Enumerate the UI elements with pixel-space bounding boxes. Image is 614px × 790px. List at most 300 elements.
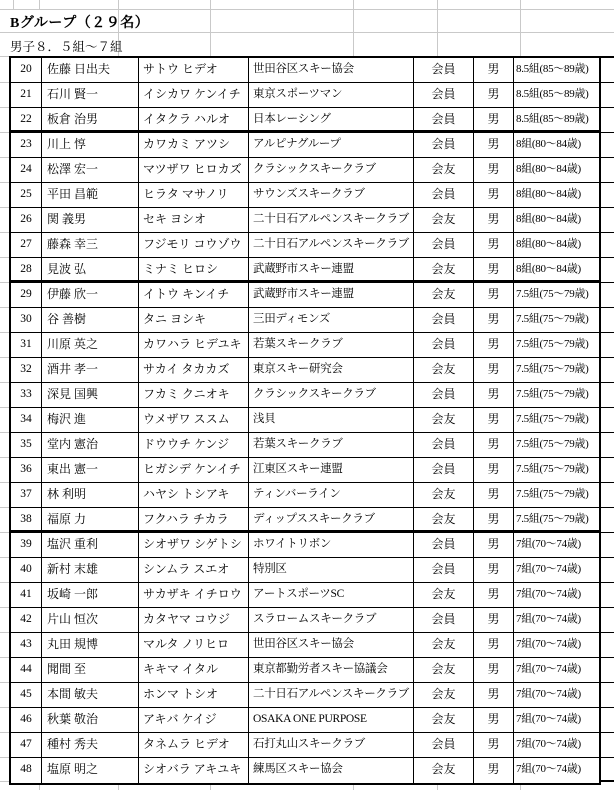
gridline	[0, 382, 9, 383]
cell-club: 二十日石アルペンスキークラブ	[249, 208, 414, 232]
cell-gender: 男	[474, 283, 514, 307]
row-border-extension	[601, 257, 614, 258]
cell-name-kana: ハヤシ トシアキ	[139, 483, 249, 507]
cell-name-kanji: 石川 賢一	[42, 83, 139, 107]
cell-age-group: 7.5組(75〜79歳)	[516, 363, 589, 375]
cell-entry-number: 22	[11, 108, 42, 130]
cell-entry-number: 34	[11, 408, 42, 432]
table-row	[11, 233, 599, 258]
cell-entry-number: 30	[11, 308, 42, 332]
cell-entry-number: 33	[11, 383, 42, 407]
table-row	[11, 508, 599, 533]
gridline	[0, 307, 9, 308]
cell-age-group: 7.5組(75〜79歳)	[516, 488, 589, 500]
gridline	[0, 107, 9, 108]
cell-name-kanji: 松澤 宏一	[42, 158, 139, 182]
cell-gender: 男	[474, 483, 514, 507]
cell-club: 東京スポーツマン	[249, 83, 414, 107]
table-row	[11, 708, 599, 733]
cell-age-group: 7組(70〜74歳)	[516, 663, 581, 675]
gridline	[520, 0, 521, 56]
row-border-extension	[601, 82, 614, 83]
cell-membership: 会員	[414, 608, 474, 632]
cell-gender: 男	[474, 208, 514, 232]
row-border-extension	[601, 732, 614, 733]
row-border-extension	[601, 56, 614, 58]
cell-entry-number: 20	[11, 58, 42, 82]
gridline	[0, 207, 9, 208]
cell-age-group: 7組(70〜74歳)	[516, 713, 581, 725]
cell-entry-number: 25	[11, 183, 42, 207]
gridline	[210, 0, 211, 56]
cell-name-kanji: 塩原 明之	[42, 758, 139, 783]
gridline	[0, 357, 9, 358]
cell-name-kana: タニ ヨシキ	[139, 308, 249, 332]
cell-entry-number: 44	[11, 658, 42, 682]
cell-entry-number: 36	[11, 458, 42, 482]
cell-membership: 会友	[414, 483, 474, 507]
cell-membership: 会友	[414, 683, 474, 707]
cell-gender: 男	[474, 533, 514, 557]
cell-club: 世田谷区スキー協会	[249, 58, 414, 82]
table-row	[11, 308, 599, 333]
cell-age-group: 8組(80〜84歳)	[516, 188, 581, 200]
gridline	[0, 582, 9, 583]
cell-gender: 男	[474, 133, 514, 157]
gridline	[0, 732, 9, 733]
cell-gender: 男	[474, 433, 514, 457]
cell-age-group: 7組(70〜74歳)	[516, 763, 581, 775]
cell-gender: 男	[474, 158, 514, 182]
cell-gender: 男	[474, 608, 514, 632]
table-row	[11, 408, 599, 433]
cell-membership: 会友	[414, 583, 474, 607]
cell-membership: 会友	[414, 358, 474, 382]
cell-entry-number: 45	[11, 683, 42, 707]
table-row	[11, 108, 599, 133]
cell-entry-number: 32	[11, 358, 42, 382]
cell-age-group: 8.5組(85〜89歳)	[516, 88, 589, 100]
cell-age-group: 7組(70〜74歳)	[516, 688, 581, 700]
cell-name-kanji: 秋葉 敬治	[42, 708, 139, 732]
cell-club: ディップススキークラブ	[249, 508, 414, 530]
cell-gender: 男	[474, 383, 514, 407]
cell-name-kana: イトウ キンイチ	[139, 283, 249, 307]
gridline	[0, 482, 9, 483]
cell-gender: 男	[474, 583, 514, 607]
cell-entry-number: 21	[11, 83, 42, 107]
cell-name-kana: フジモリ コウゾウ	[139, 233, 249, 257]
cell-name-kanji: 福原 力	[42, 508, 139, 530]
cell-age-group: 7.5組(75〜79歳)	[516, 413, 589, 425]
cell-club: 東京スキー研究会	[249, 358, 414, 382]
table-row	[11, 183, 599, 208]
cell-age-group: 8組(80〜84歳)	[516, 263, 581, 275]
gridline	[13, 0, 14, 9]
cell-membership: 会員	[414, 58, 474, 82]
row-border-extension	[601, 307, 614, 308]
cell-entry-number: 42	[11, 608, 42, 632]
cell-membership: 会友	[414, 258, 474, 280]
cell-age-group: 8.5組(85〜89歳)	[516, 63, 589, 75]
category-subtitle: 男子８．５組〜７組	[10, 40, 123, 54]
gridline	[39, 0, 40, 9]
cell-name-kana: マルタ ノリヒロ	[139, 633, 249, 657]
cell-entry-number: 37	[11, 483, 42, 507]
cell-age-group: 7.5組(75〜79歳)	[516, 313, 589, 325]
row-border-extension	[601, 332, 614, 333]
cell-name-kanji: 平田 昌範	[42, 183, 139, 207]
gridline	[0, 632, 9, 633]
table-row	[11, 258, 599, 283]
cell-membership: 会友	[414, 708, 474, 732]
cell-gender: 男	[474, 183, 514, 207]
cell-name-kanji: 林 利明	[42, 483, 139, 507]
table-row	[11, 633, 599, 658]
cell-name-kana: シオザワ シゲトシ	[139, 533, 249, 557]
cell-name-kanji: 新村 末雄	[42, 558, 139, 582]
row-border-extension	[601, 407, 614, 408]
cell-club: 若葉スキークラブ	[249, 333, 414, 357]
table-row	[11, 283, 599, 308]
cell-name-kanji: 谷 善樹	[42, 308, 139, 332]
cell-membership: 会友	[414, 758, 474, 783]
member-roster-table	[9, 56, 601, 785]
cell-club: 練馬区スキー協会	[249, 758, 414, 783]
table-row	[11, 133, 599, 158]
row-border-extension	[601, 707, 614, 708]
cell-entry-number: 38	[11, 508, 42, 530]
cell-gender: 男	[474, 758, 514, 783]
cell-name-kanji: 酒井 孝一	[42, 358, 139, 382]
cell-club: クラシックスキークラブ	[249, 158, 414, 182]
cell-name-kanji: 伊藤 欣一	[42, 283, 139, 307]
cell-name-kana: イタクラ ハルオ	[139, 108, 249, 130]
cell-name-kana: イシカワ ケンイチ	[139, 83, 249, 107]
cell-name-kanji: 東出 憲一	[42, 458, 139, 482]
cell-name-kanji: 深見 国興	[42, 383, 139, 407]
gridline	[0, 32, 614, 33]
cell-membership: 会友	[414, 633, 474, 657]
cell-gender: 男	[474, 333, 514, 357]
cell-club: 三田ディモンズ	[249, 308, 414, 332]
row-border-extension	[601, 157, 614, 158]
gridline	[353, 0, 354, 56]
cell-gender: 男	[474, 733, 514, 757]
gridline	[0, 82, 9, 83]
gridline	[0, 532, 9, 533]
cell-entry-number: 43	[11, 633, 42, 657]
cell-age-group: 8組(80〜84歳)	[516, 138, 581, 150]
table-row	[11, 683, 599, 708]
cell-entry-number: 46	[11, 708, 42, 732]
row-border-extension	[601, 182, 614, 183]
cell-membership: 会員	[414, 433, 474, 457]
row-border-extension	[601, 132, 614, 133]
table-row	[11, 58, 599, 83]
cell-membership: 会員	[414, 133, 474, 157]
group-title: Bグループ（２９名）	[10, 16, 150, 31]
row-border-extension	[601, 557, 614, 558]
cell-name-kanji: 塩沢 重利	[42, 533, 139, 557]
row-border-extension	[601, 507, 614, 508]
cell-name-kana: マツザワ ヒロカズ	[139, 158, 249, 182]
cell-membership: 会員	[414, 308, 474, 332]
cell-gender: 男	[474, 458, 514, 482]
table-row	[11, 208, 599, 233]
row-border-extension	[601, 657, 614, 658]
cell-club: 二十日石アルペンスキークラブ	[249, 683, 414, 707]
gridline	[0, 607, 9, 608]
cell-age-group: 7.5組(75〜79歳)	[516, 513, 589, 525]
cell-age-group: 7組(70〜74歳)	[516, 538, 581, 550]
cell-gender: 男	[474, 233, 514, 257]
cell-entry-number: 26	[11, 208, 42, 232]
gridline	[0, 232, 9, 233]
cell-membership: 会員	[414, 233, 474, 257]
row-border-extension	[601, 457, 614, 458]
row-border-extension	[601, 607, 614, 608]
cell-name-kana: サカイ タカカズ	[139, 358, 249, 382]
cell-club: 東京都勤労者スキー協議会	[249, 658, 414, 682]
cell-name-kanji: 藤森 幸三	[42, 233, 139, 257]
gridline	[0, 332, 9, 333]
cell-name-kana: ヒラタ マサノリ	[139, 183, 249, 207]
row-border-extension	[601, 357, 614, 358]
cell-club: 若葉スキークラブ	[249, 433, 414, 457]
cell-name-kanji: 川原 英之	[42, 333, 139, 357]
table-row	[11, 533, 599, 558]
table-row	[11, 433, 599, 458]
gridline	[0, 9, 614, 10]
cell-name-kanji: 梅沢 進	[42, 408, 139, 432]
cell-membership: 会員	[414, 183, 474, 207]
cell-name-kanji: 川上 惇	[42, 133, 139, 157]
cell-age-group: 8組(80〜84歳)	[516, 213, 581, 225]
cell-membership: 会友	[414, 508, 474, 530]
cell-name-kana: サトウ ヒデオ	[139, 58, 249, 82]
table-row	[11, 333, 599, 358]
gridline	[437, 0, 438, 56]
cell-name-kana: カワハラ ヒデユキ	[139, 333, 249, 357]
table-row	[11, 158, 599, 183]
cell-entry-number: 31	[11, 333, 42, 357]
cell-membership: 会員	[414, 333, 474, 357]
cell-membership: 会員	[414, 83, 474, 107]
table-row	[11, 358, 599, 383]
cell-age-group: 8.5組(85〜89歳)	[516, 113, 589, 125]
cell-membership: 会員	[414, 533, 474, 557]
cell-entry-number: 28	[11, 258, 42, 280]
cell-gender: 男	[474, 658, 514, 682]
cell-name-kana: タネムラ ヒデオ	[139, 733, 249, 757]
cell-club: 武蔵野市スキー連盟	[249, 283, 414, 307]
cell-entry-number: 24	[11, 158, 42, 182]
cell-entry-number: 41	[11, 583, 42, 607]
table-row	[11, 483, 599, 508]
table-row	[11, 608, 599, 633]
table-row	[11, 558, 599, 583]
row-border-extension	[601, 282, 614, 283]
cell-name-kana: シオバラ アキユキ	[139, 758, 249, 783]
cell-gender: 男	[474, 358, 514, 382]
cell-gender: 男	[474, 258, 514, 280]
table-row	[11, 733, 599, 758]
gridline	[0, 157, 9, 158]
cell-entry-number: 35	[11, 433, 42, 457]
row-border-extension	[601, 432, 614, 433]
gridline	[0, 757, 9, 758]
cell-name-kana: カタヤマ コウジ	[139, 608, 249, 632]
table-row	[11, 758, 599, 783]
cell-club: アルピナグループ	[249, 133, 414, 157]
cell-membership: 会員	[414, 733, 474, 757]
row-border-extension	[601, 532, 614, 533]
row-border-extension	[601, 632, 614, 633]
cell-club: 二十日石アルペンスキークラブ	[249, 233, 414, 257]
cell-name-kana: ホンマ トシオ	[139, 683, 249, 707]
cell-entry-number: 39	[11, 533, 42, 557]
cell-name-kana: フカミ クニオキ	[139, 383, 249, 407]
cell-age-group: 8組(80〜84歳)	[516, 163, 581, 175]
gridline	[0, 132, 9, 133]
cell-club: スラロームスキークラブ	[249, 608, 414, 632]
gridline	[0, 682, 9, 683]
cell-name-kana: ウメザワ ススム	[139, 408, 249, 432]
cell-club: サウンズスキークラブ	[249, 183, 414, 207]
table-row	[11, 658, 599, 683]
cell-gender: 男	[474, 83, 514, 107]
gridline	[0, 407, 9, 408]
cell-membership: 会友	[414, 408, 474, 432]
cell-name-kana: ドウウチ ケンジ	[139, 433, 249, 457]
row-border-extension	[601, 780, 614, 782]
cell-age-group: 7.5組(75〜79歳)	[516, 438, 589, 450]
cell-club: OSAKA ONE PURPOSE	[249, 708, 414, 732]
gridline	[0, 182, 9, 183]
gridline	[0, 257, 9, 258]
cell-membership: 会員	[414, 458, 474, 482]
gridline	[0, 507, 9, 508]
cell-age-group: 7.5組(75〜79歳)	[516, 388, 589, 400]
cell-age-group: 7組(70〜74歳)	[516, 738, 581, 750]
cell-club: 石打丸山スキークラブ	[249, 733, 414, 757]
cell-entry-number: 27	[11, 233, 42, 257]
cell-gender: 男	[474, 508, 514, 530]
cell-club: 浅貝	[249, 408, 414, 432]
cell-membership: 会員	[414, 383, 474, 407]
cell-name-kana: シンムラ スエオ	[139, 558, 249, 582]
row-border-extension	[601, 207, 614, 208]
cell-gender: 男	[474, 633, 514, 657]
gridline	[0, 457, 9, 458]
cell-gender: 男	[474, 708, 514, 732]
cell-age-group: 7.5組(75〜79歳)	[516, 463, 589, 475]
cell-age-group: 7.5組(75〜79歳)	[516, 288, 589, 300]
cell-age-group: 7組(70〜74歳)	[516, 613, 581, 625]
gridline	[0, 432, 9, 433]
cell-club: 日本レーシング	[249, 108, 414, 130]
cell-name-kanji: 佐藤 日出夫	[42, 58, 139, 82]
row-border-extension	[601, 682, 614, 683]
cell-name-kanji: 坂崎 一郎	[42, 583, 139, 607]
cell-name-kana: アキバ ケイジ	[139, 708, 249, 732]
cell-gender: 男	[474, 58, 514, 82]
row-border-extension	[601, 757, 614, 758]
gridline	[0, 557, 9, 558]
cell-name-kanji: 板倉 治男	[42, 108, 139, 130]
gridline	[0, 707, 9, 708]
cell-membership: 会友	[414, 158, 474, 182]
cell-name-kanji: 種村 秀夫	[42, 733, 139, 757]
cell-club: ホワイトリボン	[249, 533, 414, 557]
cell-gender: 男	[474, 108, 514, 130]
cell-entry-number: 48	[11, 758, 42, 783]
gridline	[0, 56, 9, 57]
row-border-extension	[601, 482, 614, 483]
cell-gender: 男	[474, 408, 514, 432]
cell-entry-number: 29	[11, 283, 42, 307]
table-row	[11, 383, 599, 408]
cell-age-group: 8組(80〜84歳)	[516, 238, 581, 250]
cell-name-kana: ヒガシデ ケンイチ	[139, 458, 249, 482]
cell-gender: 男	[474, 308, 514, 332]
cell-club: 武蔵野市スキー連盟	[249, 258, 414, 280]
cell-name-kana: カワカミ アツシ	[139, 133, 249, 157]
cell-age-group: 7組(70〜74歳)	[516, 563, 581, 575]
cell-name-kana: セキ ヨシオ	[139, 208, 249, 232]
cell-membership: 会友	[414, 658, 474, 682]
cell-club: アートスポーツSC	[249, 583, 414, 607]
cell-name-kanji: 本間 敏夫	[42, 683, 139, 707]
cell-age-group: 7組(70〜74歳)	[516, 588, 581, 600]
cell-name-kanji: 関 義男	[42, 208, 139, 232]
cell-name-kanji: 見波 弘	[42, 258, 139, 280]
cell-name-kanji: 片山 恒次	[42, 608, 139, 632]
gridline	[0, 282, 9, 283]
cell-gender: 男	[474, 683, 514, 707]
cell-membership: 会友	[414, 208, 474, 232]
row-border-extension	[601, 582, 614, 583]
table-row	[11, 583, 599, 608]
table-row	[11, 458, 599, 483]
cell-gender: 男	[474, 558, 514, 582]
gridline	[0, 657, 9, 658]
row-border-extension	[601, 382, 614, 383]
cell-name-kanji: 丸田 規博	[42, 633, 139, 657]
cell-name-kanji: 堂内 憲治	[42, 433, 139, 457]
cell-age-group: 7組(70〜74歳)	[516, 638, 581, 650]
cell-name-kanji: 聞間 至	[42, 658, 139, 682]
cell-name-kana: サカザキ イチロウ	[139, 583, 249, 607]
cell-club: クラシックスキークラブ	[249, 383, 414, 407]
cell-membership: 会員	[414, 108, 474, 130]
cell-entry-number: 23	[11, 133, 42, 157]
cell-name-kana: ミナミ ヒロシ	[139, 258, 249, 280]
row-border-extension	[601, 107, 614, 108]
cell-membership: 会友	[414, 283, 474, 307]
cell-club: 江東区スキー連盟	[249, 458, 414, 482]
row-border-extension	[601, 232, 614, 233]
cell-name-kana: フクハラ チカラ	[139, 508, 249, 530]
gridline	[0, 781, 9, 782]
cell-club: ティンバーライン	[249, 483, 414, 507]
cell-name-kana: キキマ イタル	[139, 658, 249, 682]
cell-club: 特別区	[249, 558, 414, 582]
cell-age-group: 7.5組(75〜79歳)	[516, 338, 589, 350]
cell-club: 世田谷区スキー協会	[249, 633, 414, 657]
cell-entry-number: 47	[11, 733, 42, 757]
